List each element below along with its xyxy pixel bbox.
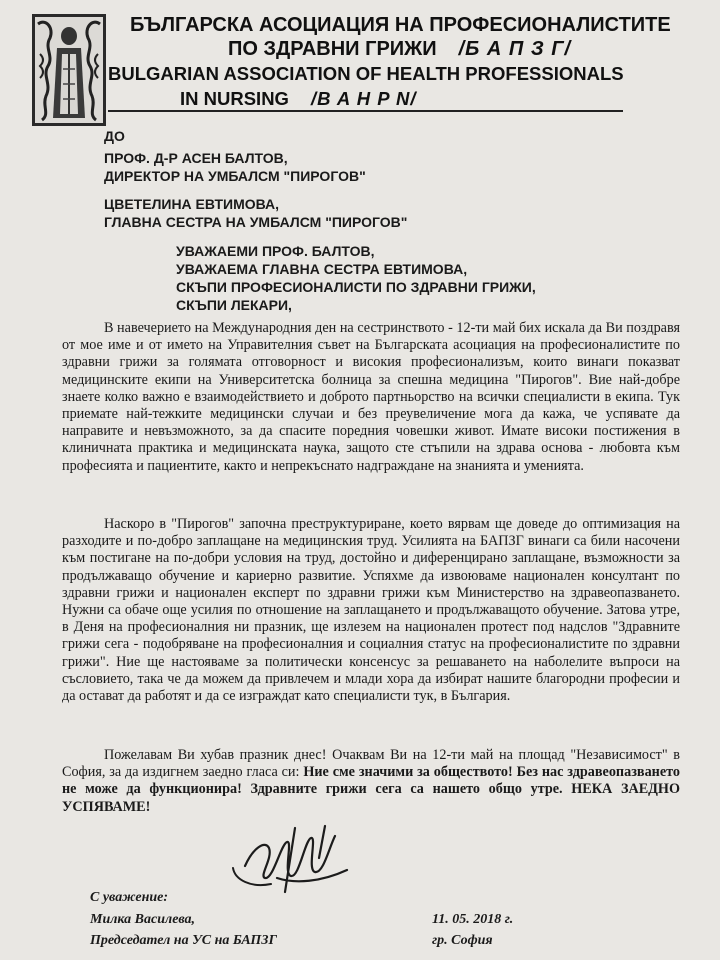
org-abbr-bg: /Б А П З Г/ [458,38,572,60]
org-name-bg-line2 [228,38,571,61]
org-name-bg-line1: БЪЛГАРСКА АСОЦИАЦИЯ НА ПРОФЕСИОНАЛИСТИТЕ [130,14,671,36]
org-name-en-line2 [180,88,417,110]
letter-place: гр. София [432,933,493,948]
closing-regards: С уважение: [90,890,169,905]
association-emblem-icon [32,14,106,126]
greeting-line: СКЪПИ ПРОФЕСИОНАЛИСТИ ПО ЗДРАВНИ ГРИЖИ, [176,279,536,295]
org-name-bg-line2-text: ПО ЗДРАВНИ ГРИЖИ [228,38,437,60]
org-abbr-en: /B A H P N/ [310,88,417,109]
recipient2-title: ГЛАВНА СЕСТРА НА УМБАЛСМ "ПИРОГОВ" [104,214,408,230]
body-paragraph-3-text: Пожелавам Ви хубав празник днес! Очаквам Ви на 12-ти май на площад "Независимост" в София, за да издигнем заедно гласа си: [62,747,680,781]
org-name-en-line2-text: IN NURSING [180,88,289,109]
greeting-line: СКЪПИ ЛЕКАРИ, [176,297,292,313]
recipient-to-label: ДО [104,128,125,144]
greeting-line: УВАЖАЕМА ГЛАВНА СЕСТРА ЕВТИМОВА, [176,261,468,277]
org-name-en-line1: BULGARIAN ASSOCIATION OF HEALTH PROFESSIONALS [108,63,624,84]
body-paragraph-3 [62,747,680,816]
greeting-line: УВАЖАЕМИ ПРОФ. БАЛТОВ, [176,243,375,259]
recipient1-title: ДИРЕКТОР НА УМБАЛСМ "ПИРОГОВ" [104,168,366,184]
body-paragraph-1: В навечерието на Международния ден на сестринството - 12-ти май бих искала да Ви поздравя от мое име и от името на Управителния съвет на Българската асоциация на професионалистите по здравни грижи за голямата отговорност и високия професионализъм, които винаги показват медицинските екипи на Университетска болница за спешна медицина "Пирогов". Вие най-добре знаете колко важно е взаимодействието и доброто партньорство на всички специалисти в екипа. Тук приемате най-тежките медицински случаи и без преувеличение мога да кажа, че успявате да направите и невъзможното, за да спасите поредния човешки живот. Имате високи постижения в клиничната практика и медицинската наука, защото сте стъпили на здрава основа - любовта към професията и пациентите, както и непрекъснато надграждане на знанията и уменията. [62,320,680,474]
recipient2-name: ЦВЕТЕЛИНА ЕВТИМОВА, [104,196,280,212]
signature-icon [225,818,355,898]
recipient1-name: ПРОФ. Д-Р АСЕН БАЛТОВ, [104,150,288,166]
body-paragraph-2: Наскоро в "Пирогов" започна преструктуриране, което вярвам ще доведе до оптимизация на разходите и по-добро заплащане на медицинския труд. Усилията на БАПЗГ винаги са били насочени към постигане на по-добри условия на труд, достойно и диференцирано заплащане, възможности за продължаващо обучение и кариерно развитие. Успяхме да извоюваме национален консултант по здравни грижи и национален експерт по здравни грижи към Министерство на здравеопазването. Нужни са обаче още усилия по отношение на заплащането и продължаващото обучение. Затова утре, в Деня на професионалния ни празник, ще излезем на национален протест под надслов "Здравните грижи сега - подобряване на професионалния и социалния статус на професионалистите по здравни грижи". Ние ще настояваме за политически консенсус за решаването на наболелите въпроси на съсловието, така че да можем да привлечем и млади хора да избират нашите благородни професии и да остават да работят и да се изграждат като специалисти тук, в България. [62,516,680,705]
body-paragraph-3-slogan: Ние сме значими за обществото! Без нас здравеопазването не може да функционира! Здравните грижи сега са нашето общо утре. НЕКА ЗАЕДНО УСПЯВАМЕ! [62,764,681,815]
signer-title: Председател на УС на БАПЗГ [90,933,277,948]
signer-name: Милка Василева, [90,912,196,927]
letterhead-divider [108,110,623,112]
letter-date: 11. 05. 2018 г. [432,912,514,927]
